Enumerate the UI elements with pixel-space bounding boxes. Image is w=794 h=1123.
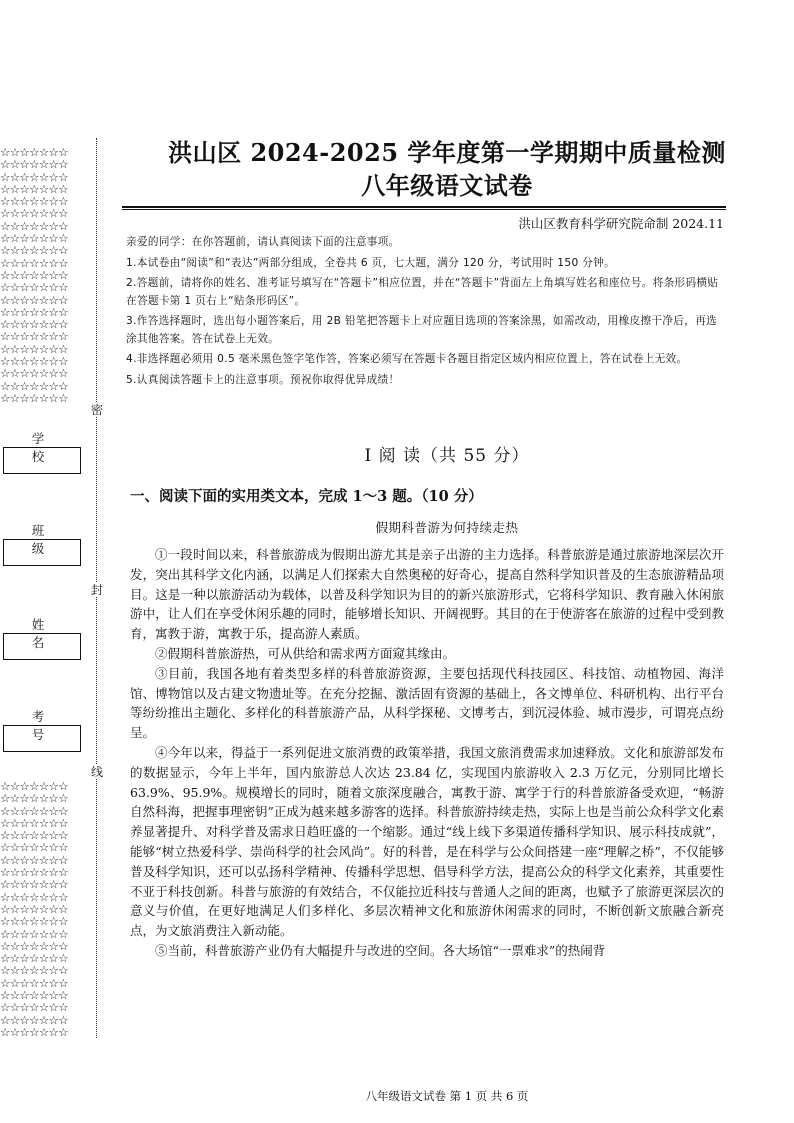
issuer-line: 洪山区教育科学研究院命制 2024.11 bbox=[518, 216, 724, 231]
article-title: 假期科普游为何持续走热 bbox=[375, 520, 519, 535]
exam-title: 洪山区 2024-2025 学年度第一学期期中质量检测 bbox=[168, 138, 726, 167]
exam-subtitle: 八年级语文试卷 bbox=[361, 171, 533, 200]
section-title: Ⅰ 阅 读（共 55 分） bbox=[364, 446, 530, 466]
notice-block bbox=[126, 234, 724, 389]
article-paragraph: ④今年以来，得益于一系列促进文旅消费的政策举措，我国文旅消费需求加速释放。文化和旅游部发布的数据显示，今年上半年，国内旅游总人次达 23.84 亿，实现国内旅游收入 2.3 万亿元，分别同比增长 63.9%、95.9%。规模增长的同时，随着文旅深度融合，寓教于游、寓学于行的科普旅游备受欢迎，“畅游自然科海，把握事理密钥”正成为越来越多游客的选择。科普旅游持续走热，实际上也是当前公众科学文化素养显著提升、对科学普及需求日趋旺盛的一个缩影。通过“线上线下多渠道传播科学知识、展示科技成就”，能够“树立热爱科学、崇尚科学的社会风尚”。好的科普，是在科学与公众间搭建一座“理解之桥”，不仅能够普及科学知识，还可以弘扬科学精神、传播科学思想、倡导科学方法，提高公众的科学文化素养，其重要性不亚于科技创新。科普与旅游的有效结合，不仅能拉近科技与普通人之间的距离，也赋予了旅游更深层次的意义与价值，在更好地满足人们多样化、多层次精神文化和旅游休闲需求的同时，不断创新文旅融合新亮点，为文旅消费注入新动能。 bbox=[130, 744, 724, 939]
page-footer: 八年级语文试卷 第 1 页 共 6 页 bbox=[365, 1089, 529, 1103]
article-paragraph: ⑤当前，科普旅游产业仍有大幅提升与改进的空间。各大场馆“一票难求”的热闹背 bbox=[155, 942, 606, 958]
article-body bbox=[130, 545, 724, 961]
class-field[interactable] bbox=[3, 539, 81, 566]
notice-greeting: 亲爱的同学：在你答题前，请认真阅读下面的注意事项。 bbox=[126, 236, 400, 248]
question-heading: 一、阅读下面的实用类文本，完成 1～3 题。（10 分） bbox=[130, 488, 483, 505]
school-label: 学 校 bbox=[31, 431, 57, 464]
exam-number-label: 考 号 bbox=[31, 709, 57, 742]
exam-number-field[interactable] bbox=[3, 725, 81, 752]
notice-item: 3.作答选择题时，选出每小题答案后，用 2B 铅笔把答题卡上对应题目选项的答案涂黑，如需改动，用橡皮擦干净后，再选涂其他答案。答在试卷上无效。 bbox=[126, 315, 718, 345]
article-paragraph: ①一段时间以来，科普旅游成为假期出游尤其是亲子出游的主力选择。科普旅游是通过旅游地深层次开发，突出其科学文化内涵，以满足人们探索大自然奥秘的好奇心，提高自然科学知识普及的生态旅游精品项目。这是一种以旅游活动为载体，以普及科学知识为目的的新兴旅游形式，它将科学知识、教育融入休闲旅游中，让人们在享受休闲乐趣的同时，能够增长知识、开阔视野。其目的在于使游客在旅游的过程中受到教育，寓教于游，寓教于乐，提高游人素质。 bbox=[130, 547, 724, 642]
seal-char-xian: 线 bbox=[90, 765, 103, 779]
name-label: 姓 名 bbox=[31, 617, 57, 650]
header-rule bbox=[122, 206, 726, 208]
header-rule-thin bbox=[122, 209, 726, 210]
notice-item: 5.认真阅读答题卡上的注意事项。预祝你取得优异成绩！ bbox=[126, 373, 400, 386]
article-paragraph: ③目前，我国各地有着类型多样的科普旅游资源，主要包括现代科技园区、科技馆、动植物园、海洋馆、博物馆以及古建文物遗址等。在充分挖掘、激活固有资源的基础上，各文博单位、科研机构、出行平台等纷纷推出主题化、多样化的科普旅游产品，从科学探秘、文博考古，到沉浸体验、城市漫步，可谓亮点纷呈。 bbox=[130, 665, 724, 741]
name-field[interactable] bbox=[3, 633, 81, 660]
school-field[interactable] bbox=[3, 447, 81, 474]
article-paragraph: ②假期科普旅游热，可从供给和需求两方面窥其缘由。 bbox=[155, 645, 456, 661]
class-label: 班 级 bbox=[31, 523, 57, 556]
star-border-top: ☆☆☆☆☆☆☆ ☆☆☆☆☆☆☆ ☆☆☆☆☆☆☆ ☆☆☆☆☆☆☆ ☆☆☆☆☆☆☆ ☆☆☆☆☆☆☆ ☆☆☆☆☆☆☆ ☆☆☆☆☆☆☆ ☆☆☆☆☆☆☆ ☆☆☆☆☆☆☆ ☆☆☆☆☆☆☆ ☆☆☆☆☆☆☆ ☆☆☆☆☆☆☆ ☆☆☆☆☆☆☆ ☆☆☆☆☆☆☆ ☆☆☆☆☆☆☆ ☆☆☆☆☆☆☆ ☆☆☆☆☆☆☆ ☆☆☆☆☆☆☆ ☆☆☆☆☆☆☆ ☆☆☆☆☆☆☆ bbox=[0, 146, 68, 405]
notice-item: 2.答题前，请将你的姓名、准考证号填写在“答题卡”相应位置，并在“答题卡”背面左上角填写姓名和座位号。将条形码横贴在答题卡第 1 页右上“贴条形码区”。 bbox=[126, 277, 719, 307]
seal-char-mi: 密 bbox=[90, 403, 103, 417]
seal-char-feng: 封 bbox=[90, 583, 103, 597]
notice-item: 1.本试卷由“阅读”和“表达”两部分组成，全卷共 6 页，七大题，满分 120 分，考试用时 150 分钟。 bbox=[126, 256, 616, 269]
star-border-bottom: ☆☆☆☆☆☆☆ ☆☆☆☆☆☆☆ ☆☆☆☆☆☆☆ ☆☆☆☆☆☆☆ ☆☆☆☆☆☆☆ ☆☆☆☆☆☆☆ ☆☆☆☆☆☆☆ ☆☆☆☆☆☆☆ ☆☆☆☆☆☆☆ ☆☆☆☆☆☆☆ ☆☆☆☆☆☆☆ ☆☆☆☆☆☆☆ ☆☆☆☆☆☆☆ ☆☆☆☆☆☆☆ ☆☆☆☆☆☆☆ ☆☆☆☆☆☆☆ ☆☆☆☆☆☆☆ ☆☆☆☆☆☆☆ ☆☆☆☆☆☆☆ ☆☆☆☆☆☆☆ ☆☆☆☆☆☆☆ bbox=[0, 780, 68, 1039]
notice-item: 4.非选择题必须用 0.5 毫米黑色签字笔作答，答案必须写在答题卡各题目指定区域内相应位置上，答在试卷上无效。 bbox=[126, 353, 688, 365]
